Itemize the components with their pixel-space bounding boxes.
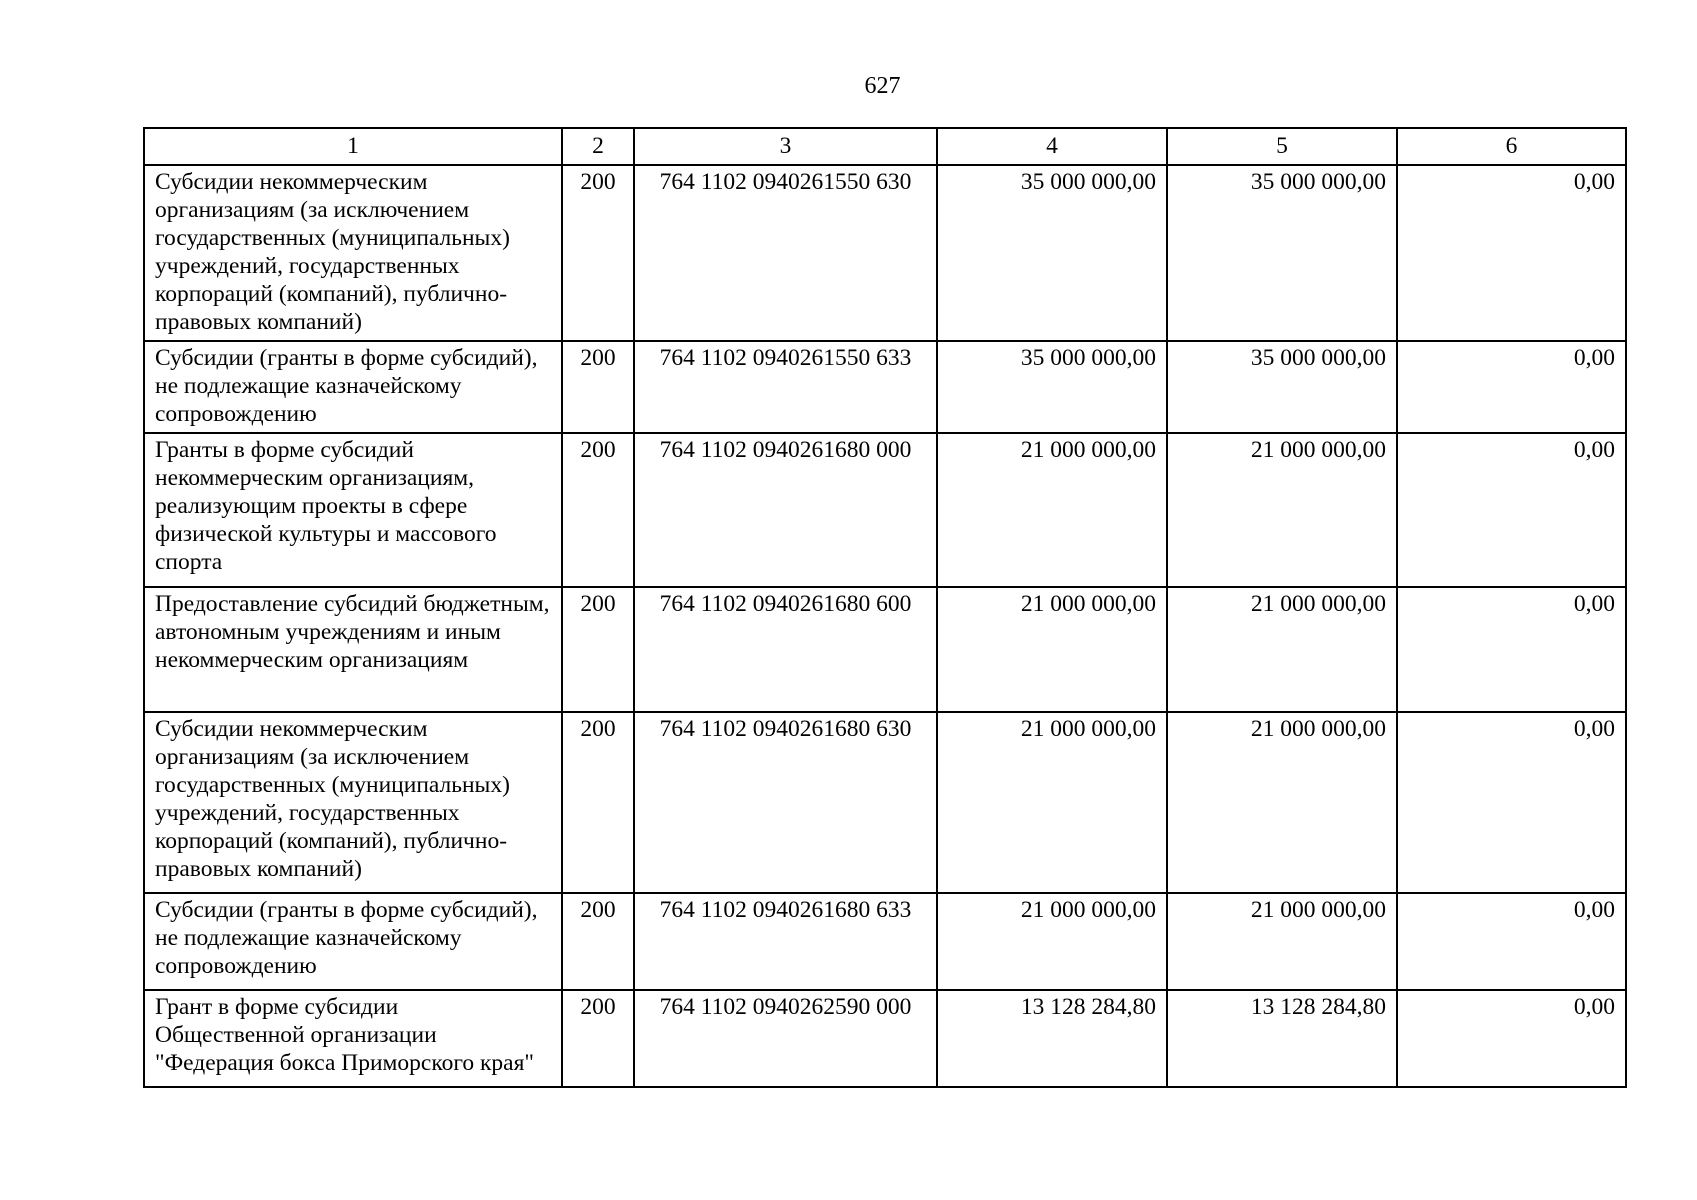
row-classification: 764 1102 0940261550 633 bbox=[634, 341, 937, 433]
row-amount-6: 0,00 bbox=[1397, 341, 1626, 433]
row-amount-6: 0,00 bbox=[1397, 165, 1626, 341]
row-amount-5: 21 000 000,00 bbox=[1167, 712, 1397, 893]
header-cell-6: 6 bbox=[1397, 128, 1626, 165]
table-row bbox=[144, 893, 1626, 990]
table-row bbox=[144, 341, 1626, 433]
row-amount-6: 0,00 bbox=[1397, 990, 1626, 1087]
row-amount-4: 13 128 284,80 bbox=[937, 990, 1167, 1087]
table-row bbox=[144, 587, 1626, 712]
row-name: Предоставление субсидий бюджетным, автономным учреждениям и иным некоммерческим организациям bbox=[144, 587, 562, 712]
row-amount-5: 21 000 000,00 bbox=[1167, 587, 1397, 712]
header-cell-3: 3 bbox=[634, 128, 937, 165]
row-classification: 764 1102 0940261680 630 bbox=[634, 712, 937, 893]
row-amount-4: 21 000 000,00 bbox=[937, 893, 1167, 990]
row-name: Субсидии (гранты в форме субсидий), не подлежащие казначейскому сопровождению bbox=[144, 341, 562, 433]
row-amount-4: 21 000 000,00 bbox=[937, 587, 1167, 712]
row-amount-4: 35 000 000,00 bbox=[937, 341, 1167, 433]
row-classification: 764 1102 0940261680 000 bbox=[634, 433, 937, 587]
row-code: 200 bbox=[562, 712, 634, 893]
table-row bbox=[144, 712, 1626, 893]
table-row bbox=[144, 990, 1626, 1087]
row-amount-4: 21 000 000,00 bbox=[937, 712, 1167, 893]
page-number: 627 bbox=[864, 73, 901, 99]
row-code: 200 bbox=[562, 990, 634, 1087]
header-cell-4: 4 bbox=[937, 128, 1167, 165]
header-cell-5: 5 bbox=[1167, 128, 1397, 165]
row-code: 200 bbox=[562, 587, 634, 712]
row-name: Гранты в форме субсидий некоммерческим организациям, реализующим проекты в сфере физической культуры и массового спорта bbox=[144, 433, 562, 587]
row-amount-5: 35 000 000,00 bbox=[1167, 341, 1397, 433]
row-code: 200 bbox=[562, 341, 634, 433]
row-amount-5: 21 000 000,00 bbox=[1167, 893, 1397, 990]
header-cell-2: 2 bbox=[562, 128, 634, 165]
budget-table bbox=[143, 127, 1627, 1088]
row-code: 200 bbox=[562, 893, 634, 990]
row-amount-5: 21 000 000,00 bbox=[1167, 433, 1397, 587]
row-name: Субсидии (гранты в форме субсидий), не подлежащие казначейскому сопровождению bbox=[144, 893, 562, 990]
row-code: 200 bbox=[562, 433, 634, 587]
row-amount-5: 35 000 000,00 bbox=[1167, 165, 1397, 341]
row-amount-4: 21 000 000,00 bbox=[937, 433, 1167, 587]
row-amount-6: 0,00 bbox=[1397, 433, 1626, 587]
row-amount-6: 0,00 bbox=[1397, 587, 1626, 712]
row-code: 200 bbox=[562, 165, 634, 341]
header-row bbox=[144, 128, 1626, 165]
row-name: Грант в форме субсидии Общественной организации "Федерация бокса Приморского края" bbox=[144, 990, 562, 1087]
row-classification: 764 1102 0940262590 000 bbox=[634, 990, 937, 1087]
header-cell-1: 1 bbox=[144, 128, 562, 165]
row-amount-6: 0,00 bbox=[1397, 712, 1626, 893]
table-row bbox=[144, 165, 1626, 341]
row-classification: 764 1102 0940261680 633 bbox=[634, 893, 937, 990]
row-classification: 764 1102 0940261550 630 bbox=[634, 165, 937, 341]
row-amount-5: 13 128 284,80 bbox=[1167, 990, 1397, 1087]
table-row bbox=[144, 433, 1626, 587]
row-classification: 764 1102 0940261680 600 bbox=[634, 587, 937, 712]
row-name: Субсидии некоммерческим организациям (за исключением государственных (муниципальных) учреждений, государственных корпораций (компаний), публично-правовых компаний) bbox=[144, 712, 562, 893]
row-amount-6: 0,00 bbox=[1397, 893, 1626, 990]
row-name: Субсидии некоммерческим организациям (за исключением государственных (муниципальных) учреждений, государственных корпораций (компаний), публично-правовых компаний) bbox=[144, 165, 562, 341]
row-amount-4: 35 000 000,00 bbox=[937, 165, 1167, 341]
